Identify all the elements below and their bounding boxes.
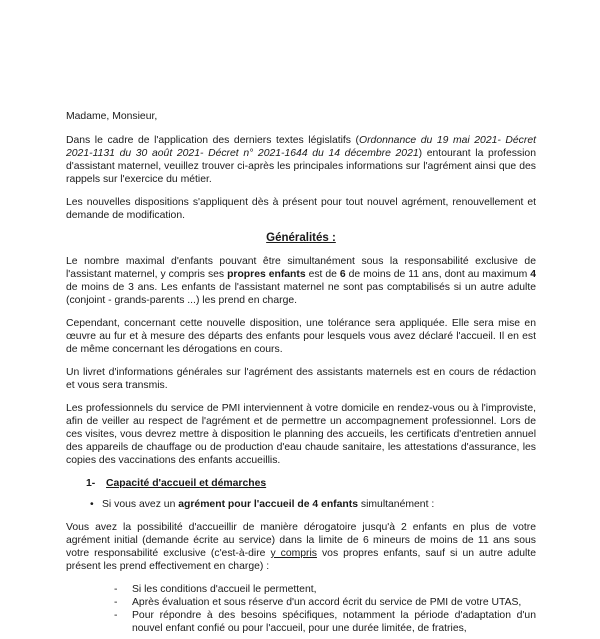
section-heading-generalites: Généralités : [266, 232, 336, 244]
tolerance-paragraph: Cependant, concernant cette nouvelle disposition, une tolérance sera appliquée. Elle sera mise en œuvre au fur et à mesure des départs des enfants pour lesquels vous avez déclaré l'accueil. Il en est de même concernant les dérogations en cours. [66, 318, 536, 355]
bullet-symbol: • [90, 499, 94, 510]
bullet-text-end: simultanément : [358, 499, 435, 510]
dash-marker: - [114, 597, 118, 608]
new-provisions-paragraph: Les nouvelles dispositions s'appliquent dès à présent pour tout nouvel agrément, renouvellement et demande de modification. [66, 197, 536, 221]
list-item [114, 609, 536, 635]
intro-text-start: Dans le cadre de l'application des derniers textes législatifs ( [66, 135, 360, 146]
list-item-text: Si les conditions d'accueil le permettent, [132, 584, 317, 595]
max-under3-number: 4 [530, 269, 536, 280]
intro-paragraph [66, 134, 536, 186]
section-1-heading [86, 477, 536, 490]
derogation-text-a: Vous avez la possibilité d'accueillir de manière dérogatoire jusqu'à 2 enfants en plus de votre agrément initial (demande écrite au service) dans la limite de 6 mineurs de moins de 11 ans sous votre responsabilité exclusive (c'est-à-dire [66, 522, 536, 559]
pmi-visits-paragraph: Les professionnels du service de PMI interviennent à votre domicile en rendez-vous ou à l'improviste, afin de veiller au respect de l'agrément et de permettre un accompagnement professionnel. Lors de ces visites, vous devrez mettre à disposition le planning des accueils, les certificats d'entretien annuel des appareils de chauffage ou de production d'eau chaude sanitaire, les attestations d'assurance, les copies des vaccinations des enfants accueillis. [66, 403, 536, 466]
bullet-4-children [90, 498, 536, 511]
section-number: 1- [86, 478, 96, 489]
conditions-list [114, 583, 536, 635]
derogation-text-b: vos propres enfants, sauf si un autre adulte présent les prend effectivement en charge) : [66, 548, 536, 572]
section-title: Capacité d'accueil et démarches [106, 478, 267, 489]
bullet-text-start: Si vous avez un [102, 499, 179, 510]
derogation-paragraph [66, 521, 536, 573]
max-total-number: 6 [339, 269, 346, 280]
list-item-text: Pour répondre à des besoins spécifiques, notamment la période d'adaptation d'un nouvel enfant confié ou pour l'accueil, pour une durée limitée, de fratries, [132, 610, 536, 634]
legal-references: Ordonnance du 19 mai 2021- Décret 2021-1131 du 30 août 2021- Décret n° 2021-1644 du 14 décembre 2021 [66, 135, 536, 159]
intro-text-end: ) entourant la profession d'assistant maternel, veuillez trouver ci-après les principales informations sur l'agrément ainsi que des rappels sur l'exercice du métier. [66, 148, 536, 185]
list-item [114, 583, 536, 596]
own-children-emphasis: propres enfants [227, 269, 306, 280]
letter-body [66, 110, 536, 635]
heading-wrap [66, 232, 536, 245]
max-children-text-c: est de [305, 269, 340, 280]
max-children-text-e: de moins de 11 ans, dont au maximum [345, 269, 531, 280]
salutation: Madame, Monsieur, [66, 111, 158, 122]
dash-marker: - [114, 584, 118, 595]
booklet-paragraph: Un livret d'informations générales sur l'agrément des assistants maternels est en cours de rédaction et vous sera transmis. [66, 367, 536, 391]
max-children-paragraph [66, 255, 536, 307]
max-children-text-g: de moins de 3 ans. Les enfants de l'assistant maternel ne sont pas comptabilisés si un autre adulte (conjoint - grands-parents ...) les prend en charge. [66, 282, 536, 306]
max-children-text-a: Le nombre maximal d'enfants pouvant être simultanément sous la responsabilité exclusive de l'assistant maternel, y compris ses [66, 256, 536, 280]
list-item [114, 596, 536, 609]
dash-marker: - [114, 610, 118, 621]
including-emphasis: y compris [270, 548, 317, 559]
bullet-emphasis: agrément pour l'accueil de 4 enfants [178, 499, 358, 510]
list-item-text: Après évaluation et sous réserve d'un accord écrit du service de PMI de votre UTAS, [132, 597, 522, 608]
